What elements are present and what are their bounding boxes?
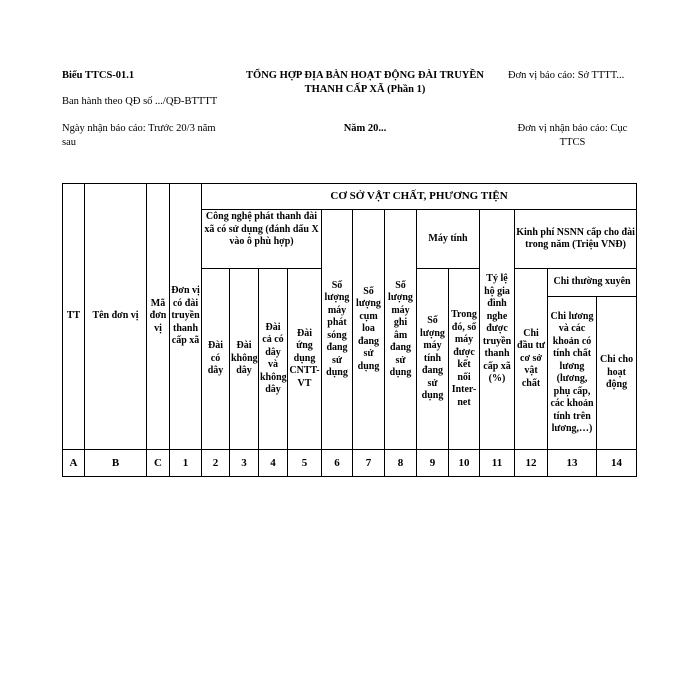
header-group-facilities: CƠ SỞ VẬT CHẤT, PHƯƠNG TIỆN: [202, 184, 637, 210]
header-operations: Chi cho hoạt động: [597, 297, 637, 450]
index-cell: 8: [385, 450, 417, 477]
header-group-recurrent: Chi thường xuyên: [548, 269, 637, 297]
index-cell: B: [85, 450, 147, 477]
index-cell: 10: [449, 450, 480, 477]
index-cell: 7: [353, 450, 385, 477]
header-both: Đài cả có dây và không dây: [259, 269, 288, 450]
header-group-budget: Kinh phí NSNN cấp cho đài trong năm (Triệu VNĐ): [515, 210, 637, 269]
index-cell: 12: [515, 450, 548, 477]
index-cell: 3: [230, 450, 259, 477]
receiving-unit: [505, 122, 640, 150]
index-cell: 11: [480, 450, 515, 477]
index-cell: 2: [202, 450, 230, 477]
index-cell: 9: [417, 450, 449, 477]
header-recorders: Số lượng máy ghi âm đang sử dụng: [385, 210, 417, 450]
receive-date: Ngày nhận báo cáo: Trước 20/3 năm sau: [62, 123, 216, 148]
index-cell: 14: [597, 450, 637, 477]
report-table: [62, 183, 637, 477]
index-cell: 6: [322, 450, 353, 477]
report-title-line2: THANH CẤP XÃ (Phần 1): [304, 84, 426, 95]
receiving-unit-line2: TTCS: [559, 137, 586, 148]
header-ict: Đài ứng dụng CNTT-VT: [288, 269, 322, 450]
header-unit-code: Mã đơn vị: [147, 184, 170, 450]
report-year: Năm 20...: [343, 123, 387, 134]
header-wireless: Đài không dây: [230, 269, 259, 450]
index-cell: 1: [170, 450, 202, 477]
index-cell: 13: [548, 450, 597, 477]
header-group-technology: Công nghệ phát thanh đài xã có sử dụng (đánh dấu X vào ô phù hợp): [202, 210, 322, 269]
header-wired: Đài có dây: [202, 269, 230, 450]
header-household-ratio: Tỷ lệ hộ gia đình nghe được truyền thanh cấp xã (%): [480, 210, 515, 450]
index-cell: C: [147, 450, 170, 477]
report-title: [230, 69, 500, 97]
issued-by: Ban hành theo QĐ số .../QĐ-BTTTT: [62, 96, 218, 107]
header-salary: Chi lương và các khoản có tính chất lương (lương, phụ cấp, các khoản tính trên lương,…): [548, 297, 597, 450]
index-cell: 5: [288, 450, 322, 477]
header-units-with-station: Đơn vị có đài truyền thanh cấp xã: [170, 184, 202, 450]
header-group-computers: Máy tính: [417, 210, 480, 269]
index-row: [63, 450, 637, 477]
header-computers-internet: Trong đó, số máy được kết nối Inter-net: [449, 269, 480, 450]
header-computers-in-use: Số lượng máy tính đang sử dụng: [417, 269, 449, 450]
index-cell: 4: [259, 450, 288, 477]
report-title-line1: TỔNG HỢP ĐỊA BÀN HOẠT ĐỘNG ĐÀI TRUYỀN: [246, 70, 484, 81]
receiving-unit-line1: Đơn vị nhận báo cáo: Cục: [517, 123, 628, 134]
header-tt: TT: [63, 184, 85, 450]
form-code: Biểu TTCS-01.1: [62, 70, 135, 81]
header-investment: Chi đầu tư cơ sở vật chất: [515, 269, 548, 450]
header-transmitters: Số lượng máy phát sóng đang sử dụng: [322, 210, 353, 450]
index-cell: A: [63, 450, 85, 477]
header-speakers: Số lượng cụm loa đang sử dụng: [353, 210, 385, 450]
header-unit-name: Tên đơn vị: [85, 184, 147, 450]
reporting-unit: Đơn vị báo cáo: Sở TTTT...: [508, 70, 625, 81]
